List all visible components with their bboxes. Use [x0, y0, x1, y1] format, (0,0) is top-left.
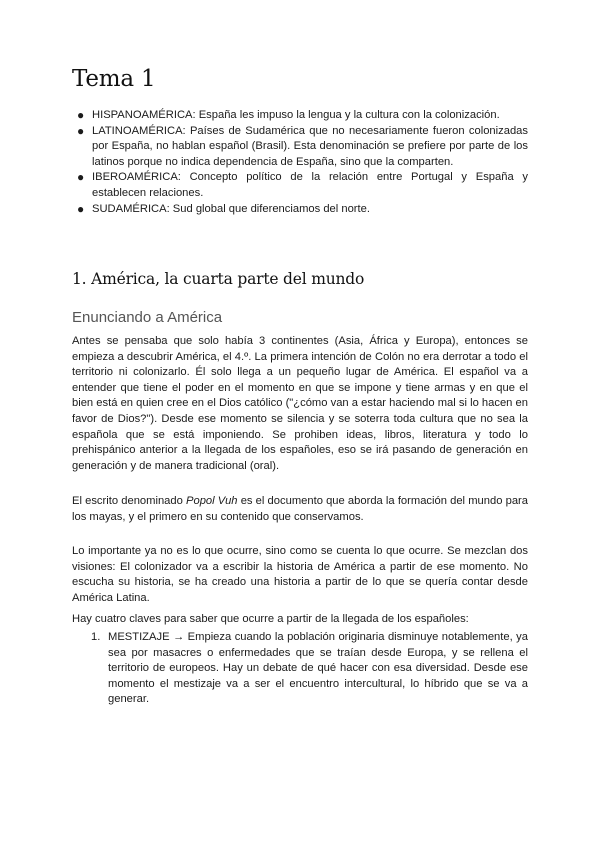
- bullet-icon: ●: [77, 201, 85, 216]
- definition-text: LATINOAMÉRICA: Países de Sudamérica que no necesariamente fueron colonizadas por España, no hablan español (Brasil). Esta denominación se prefiere por parte de los latinos porque no indica dependencia de España, sino que la comparten.: [92, 124, 528, 168]
- paragraph-text: es el documento que aborda la formación del mundo para los mayas, y el primero en su contenido que conservamos.: [72, 495, 528, 523]
- key-text: MESTIZAJE → Empieza cuando la población originaria disminuye notablemente, ya sea por masacres o enfermedades que se traían desde Europa, y se rellena el territorio de europeos. Hay un debate de qué hacer con esa diversidad. Desde ese momento el mestizaje va a ser el encuentro intercultural, lo híbrido que se va a generar.: [108, 631, 528, 706]
- list-item: [72, 170, 528, 201]
- list-item: [72, 630, 528, 708]
- paragraph: Lo importante ya no es lo que ocurre, sino como se cuenta lo que ocurre. Se mezclan dos visiones: El colonizador va a escribir la historia de América a partir de ese momento. No escucha su historia, se ha creado una historia a partir de lo que se quería contar desde América Latina.: [72, 545, 528, 604]
- paragraph: Hay cuatro claves para saber que ocurre a partir de la llegada de los españoles:: [72, 613, 469, 625]
- definition-text: IBEROAMÉRICA: Concepto político de la relación entre Portugal y España y establecen relaciones.: [92, 171, 528, 199]
- paragraph-text: El escrito denominado: [72, 495, 187, 507]
- bullet-icon: ●: [77, 170, 85, 185]
- keys-list: [72, 630, 528, 708]
- paragraph: Antes se pensaba que solo había 3 continentes (Asia, África y Europa), entonces se empieza a descubrir América, el 4.º. La primera intención de Colón no era derrotar a todo el territorio ni colonizarlo. Él solo llega a un pequeño lugar de América. El español va a entender que tiene el poder en el momento en que se impone y tiene armas y en que el bien está en quien cree en el Dios católico ("¿cómo van a estar haciendo mal si lo hacen en favor de Dios?"). Desde ese momento se silencia y se soterra toda cultura que no sea la española que se está imponiendo. Se prohiben ideas, libros, literatura y todo lo prehispánico anterior a la llegada de los españoles, eso se irá pasando de generación en generación y de manera tradicional (oral).: [72, 335, 528, 472]
- section-heading: 1. América, la cuarta parte del mundo: [72, 270, 365, 288]
- definition-text: SUDAMÉRICA: Sud global que diferenciamos del norte.: [92, 202, 370, 215]
- list-item: [72, 108, 528, 124]
- list-item: [72, 124, 528, 171]
- bullet-icon: ●: [77, 108, 85, 122]
- book-title: Popol Vuh: [186, 495, 238, 507]
- bullet-icon: ●: [77, 123, 85, 138]
- page-title: Tema 1: [72, 66, 156, 92]
- section-subheading: Enunciando a América: [72, 309, 223, 326]
- list-item: [72, 202, 528, 218]
- definition-text: HISPANOAMÉRICA: España les impuso la lengua y la cultura con la colonización.: [92, 109, 500, 121]
- paragraph: [72, 494, 528, 525]
- list-number: 1.: [91, 631, 101, 643]
- definitions-list: [72, 108, 528, 217]
